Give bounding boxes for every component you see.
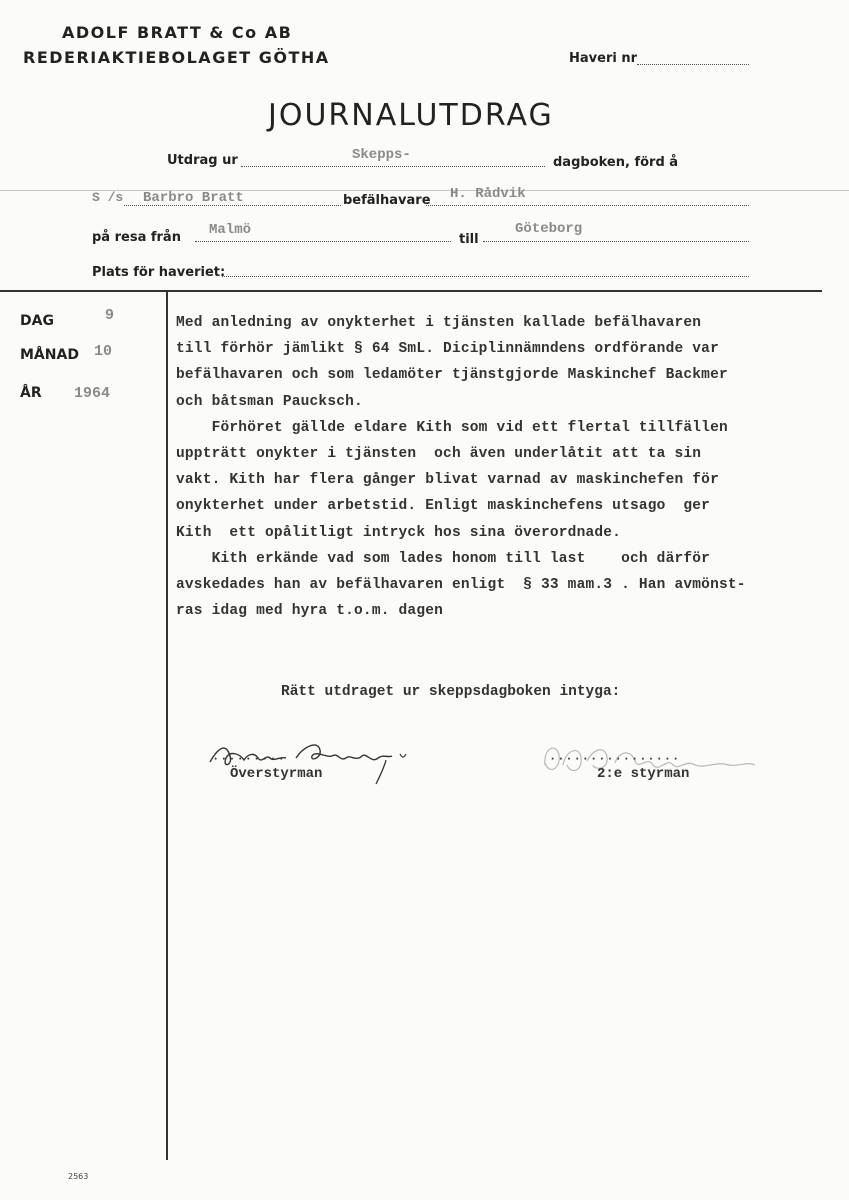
journal-line: och båtsman Paucksch. bbox=[176, 393, 363, 410]
ship-prefix: S /s bbox=[92, 190, 124, 205]
dotted-line-left: ········· bbox=[212, 752, 286, 766]
journal-line: avskedades han av befälhavaren enligt § 33 mam.3 . Han avmönst- bbox=[176, 577, 746, 593]
manad-label: MÅNAD bbox=[20, 347, 79, 363]
plats-field bbox=[222, 276, 749, 277]
dag-label: DAG bbox=[20, 313, 54, 329]
journal-line: befälhavaren och som ledamöter tjänstgjorde Maskinchef Backmer bbox=[176, 367, 728, 384]
dag-value: 9 bbox=[105, 307, 115, 324]
journal-line: Förhöret gällde eldare Kith som vid ett flertal tillfällen bbox=[176, 419, 728, 436]
befal-label: befälhavare bbox=[343, 193, 431, 208]
resa-label: på resa från bbox=[92, 230, 181, 245]
ar-label: ÅR bbox=[20, 385, 42, 401]
journal-line: vakt. Kith har flera gånger blivat varnad av maskinchefen för bbox=[176, 472, 719, 489]
manad-value: 10 bbox=[94, 343, 113, 360]
dotted-line-right: ················ bbox=[549, 752, 681, 766]
plats-label: Plats för haveriet: bbox=[92, 265, 226, 280]
journal-line: till förhör jämlikt § 64 SmL. Diciplinnämndens ordförande var bbox=[176, 341, 719, 358]
dagboken-label: dagboken, förd å bbox=[553, 155, 679, 170]
print-code: 2563 bbox=[68, 1172, 89, 1181]
befal-value: H. Rådvik bbox=[450, 186, 526, 202]
utdrag-label: Utdrag ur bbox=[167, 153, 238, 168]
table-top-rule bbox=[0, 290, 822, 292]
styrman-label: 2:e styrman bbox=[597, 766, 690, 782]
till-field bbox=[483, 241, 749, 242]
overstyrman-label: Överstyrman bbox=[230, 766, 323, 782]
fold-line bbox=[0, 190, 849, 191]
company-name: ADOLF BRATT & Co AB bbox=[62, 23, 293, 42]
company-subtitle: REDERIAKTIEBOLAGET GÖTHA bbox=[23, 48, 330, 67]
journal-line: ras idag med hyra t.o.m. dagen bbox=[176, 603, 444, 620]
befal-field bbox=[426, 205, 749, 206]
journal-line: Med anledning av onykterhet i tjänsten kallade befälhavaren bbox=[176, 315, 702, 331]
haveri-label: Haveri nr bbox=[569, 51, 638, 66]
utdrag-value: Skepps- bbox=[352, 147, 411, 163]
till-label: till bbox=[459, 232, 479, 247]
resa-field bbox=[195, 241, 451, 242]
journal-line: Kith erkände vad som lades honom till last och därför bbox=[176, 550, 711, 567]
resa-value: Malmö bbox=[209, 222, 252, 238]
date-column-rule bbox=[166, 290, 168, 1160]
page-title: JOURNALUTDRAG bbox=[268, 98, 554, 133]
journal-line: onykterhet under arbetstid. Enligt maskinchefens utsago ger bbox=[176, 498, 711, 515]
ship-value: Barbro Bratt bbox=[143, 190, 244, 206]
ar-value: 1964 bbox=[74, 385, 111, 402]
till-value: Göteborg bbox=[515, 221, 583, 237]
certification-text: Rätt utdraget ur skeppsdagboken intyga: bbox=[281, 684, 621, 700]
haveri-field bbox=[637, 64, 749, 65]
utdrag-field bbox=[241, 166, 545, 167]
journal-line: Kith ett opålitligt intryck hos sina överordnade. bbox=[176, 524, 622, 541]
journal-line: uppträtt onykter i tjänsten och även underlåtit att ta sin bbox=[176, 446, 702, 462]
